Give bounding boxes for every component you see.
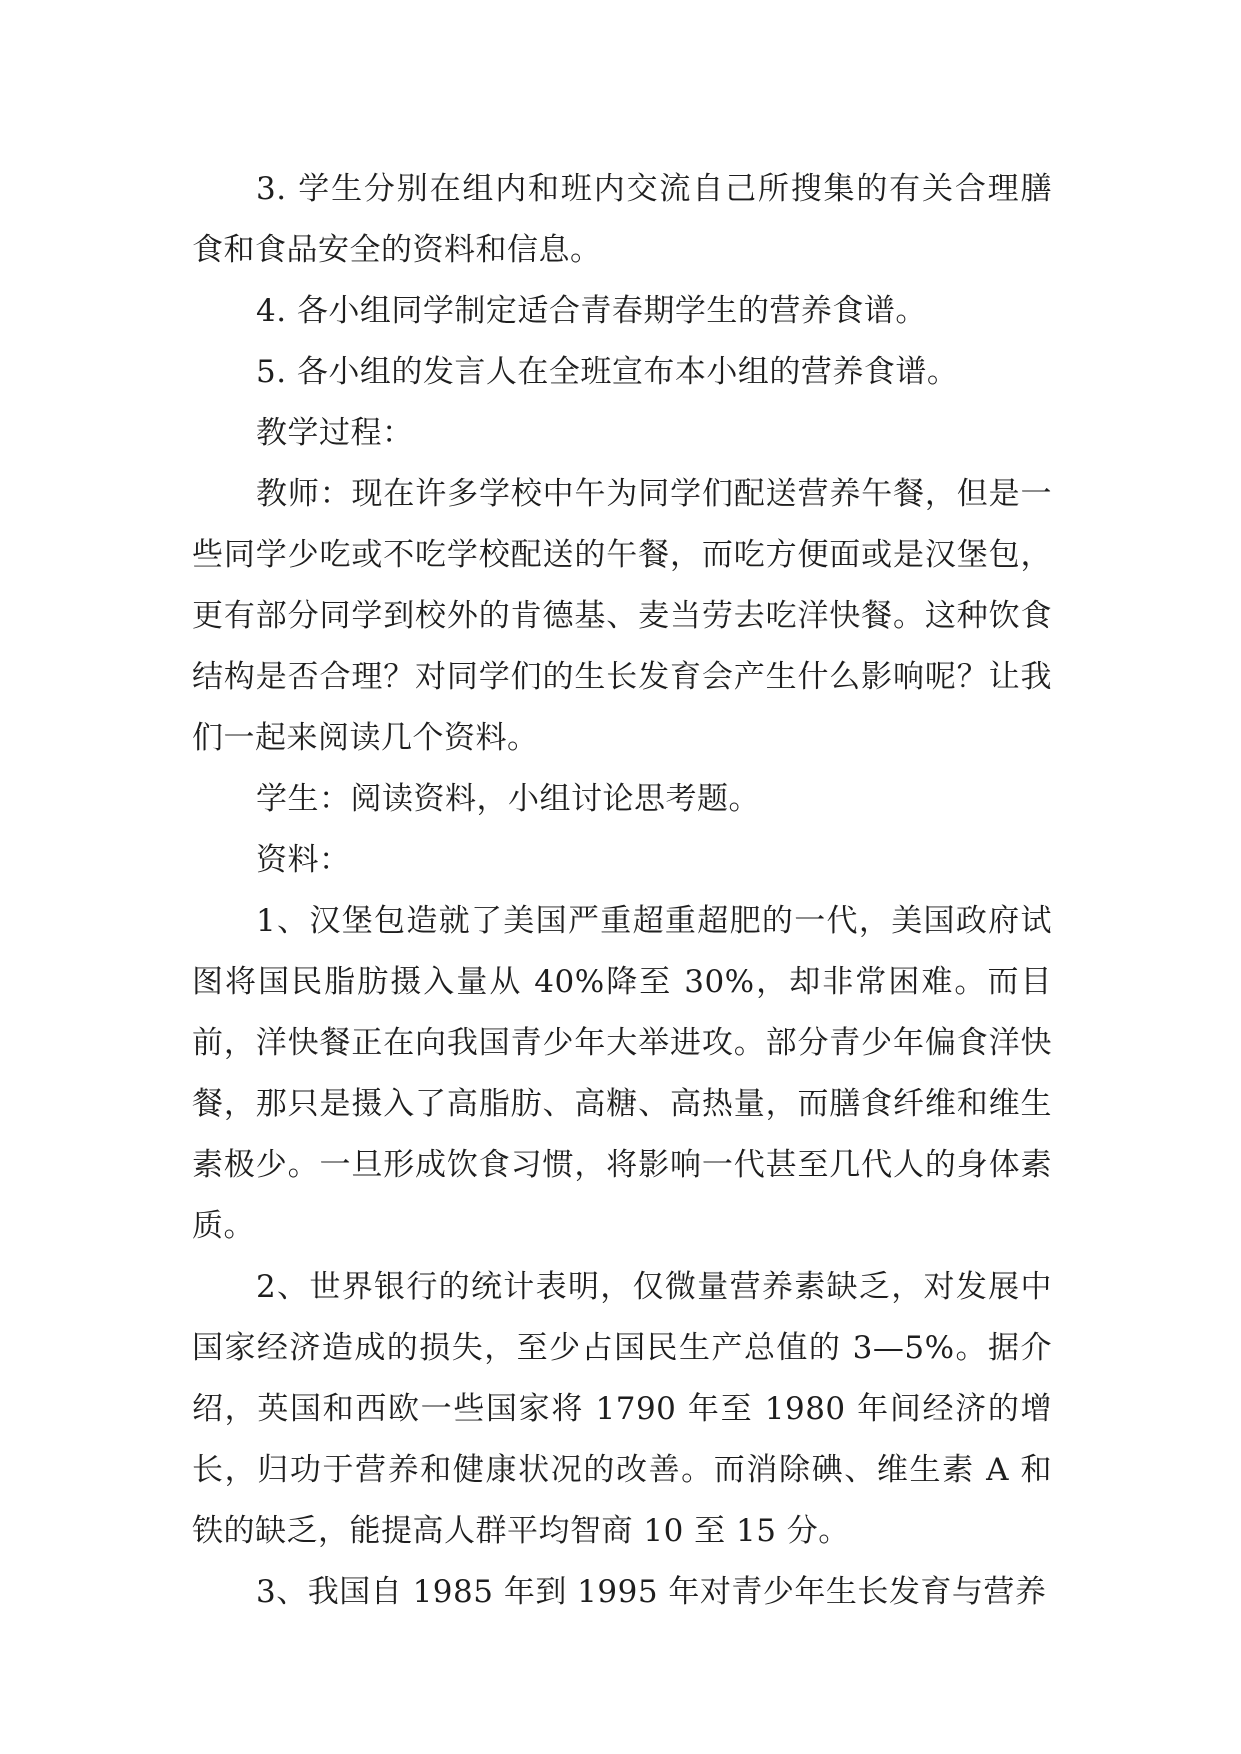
section-heading-materials: 资料： <box>256 842 351 878</box>
paragraph-activity-5: 5. 各小组的发言人在全班宣布本小组的营养食谱。 <box>256 354 959 390</box>
paragraph-material-1: 1、汉堡包造就了美国严重超重超肥的一代，美国政府试图将国民脂肪摄入量从 40%降至 30%，却非常困难。而目前，洋快餐正在向我国青少年大举进攻。部分青少年偏食洋快餐，那只是摄入了高脂肪、高糖、高热量，而膳食纤维和维生素极少。一旦形成饮食习惯，将影响一代甚至几代人的身体素质。 <box>192 903 1052 1244</box>
paragraph-activity-3: 3. 学生分别在组内和班内交流自己所搜集的有关合理膳食和食品安全的资料和信息。 <box>192 171 1052 268</box>
paragraph-activity-4: 4. 各小组同学制定适合青春期学生的营养食谱。 <box>256 293 927 329</box>
document-body <box>192 159 1052 1623</box>
paragraph-student: 学生：阅读资料，小组讨论思考题。 <box>256 781 760 817</box>
section-heading-teaching-process: 教学过程： <box>256 415 414 451</box>
paragraph-material-2: 2、世界银行的统计表明，仅微量营养素缺乏，对发展中国家经济造成的损失，至少占国民生产总值的 3—5%。据介绍，英国和西欧一些国家将 1790 年至 1980 年间经济的增长，归功于营养和健康状况的改善。而消除碘、维生素 A 和铁的缺乏，能提高人群平均智商 10 至 15 分。 <box>192 1269 1052 1549</box>
paragraph-teacher: 教师：现在许多学校中午为同学们配送营养午餐，但是一些同学少吃或不吃学校配送的午餐，而吃方便面或是汉堡包，更有部分同学到校外的肯德基、麦当劳去吃洋快餐。这种饮食结构是否合理？对同学们的生长发育会产生什么影响呢？让我们一起来阅读几个资料。 <box>192 476 1052 756</box>
paragraph-material-3: 3、我国自 1985 年到 1995 年对青少年生长发育与营养 <box>256 1574 1047 1610</box>
